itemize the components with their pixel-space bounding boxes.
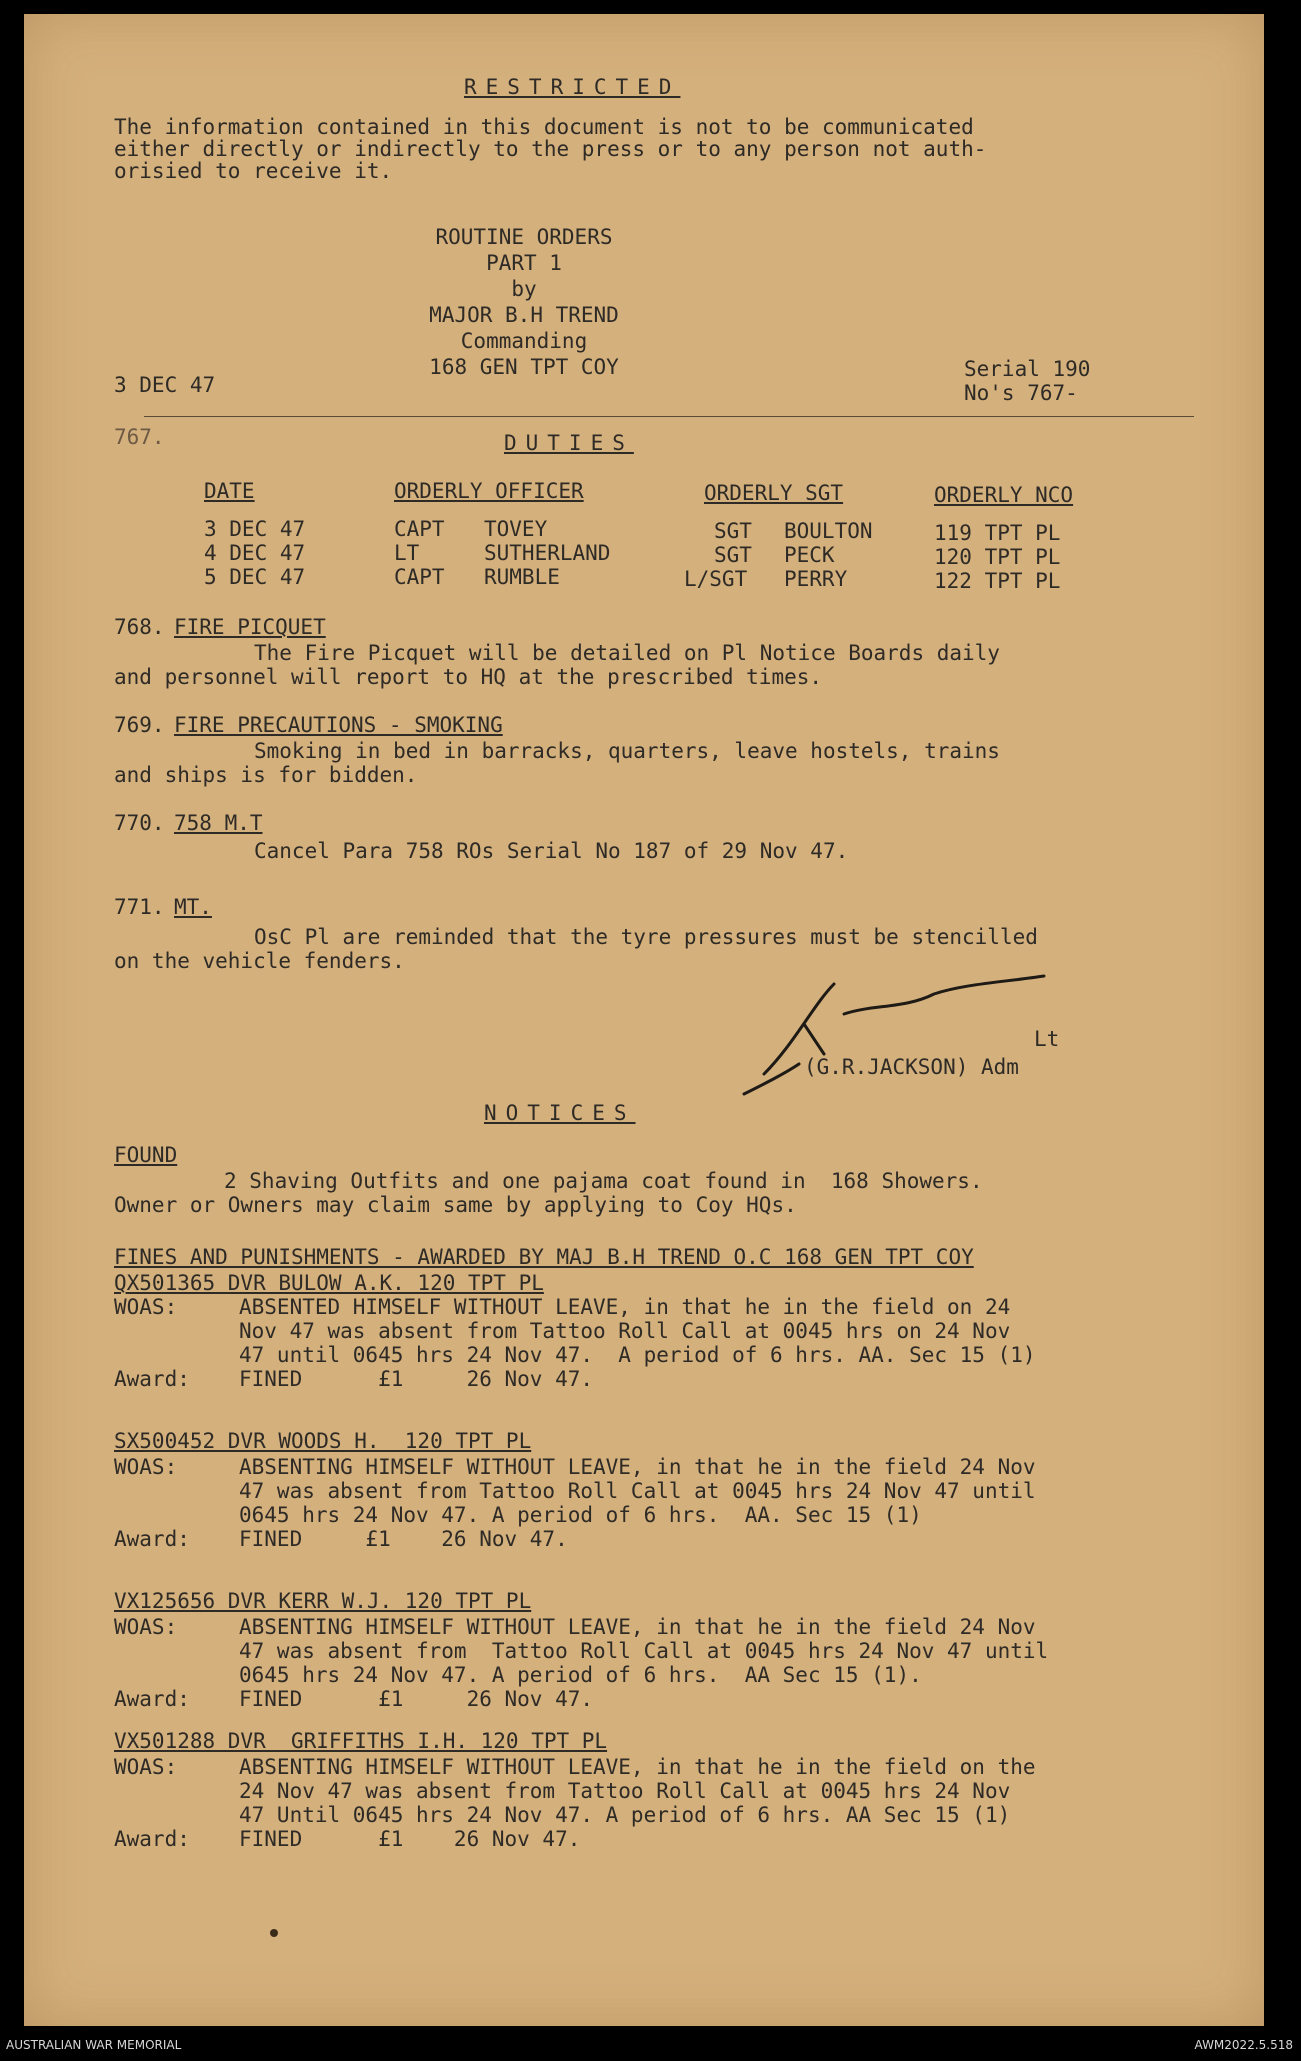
restricted-heading: RESTRICTED xyxy=(464,75,681,99)
case-id: VX501288 DVR GRIFFITHS I.H. 120 TPT PL xyxy=(114,1729,608,1753)
case-award: FINED £1 26 Nov 47. xyxy=(239,1687,594,1711)
col-orderly-nco: ORDERLY NCO xyxy=(934,483,1074,507)
case-woas-label: WOAS: xyxy=(114,1455,178,1479)
case-line: ABSENTING HIMSELF WITHOUT LEAVE, in that he in the field on the xyxy=(239,1755,1036,1779)
title-line: PART 1 xyxy=(486,251,562,275)
case-woas-label: WOAS: xyxy=(114,1755,178,1779)
sgt-rank: L/SGT xyxy=(684,567,748,591)
col-orderly-officer: ORDERLY OFFICER xyxy=(394,479,584,503)
case-line: 24 Nov 47 was absent from Tattoo Roll Call at 0045 hrs 24 Nov xyxy=(239,1779,1011,1803)
footer-institution: AUSTRALIAN WAR MEMORIAL xyxy=(6,2038,182,2052)
case-line: ABSENTED HIMSELF WITHOUT LEAVE, in that he in the field on 24 xyxy=(239,1295,1011,1319)
order-number: 770. xyxy=(114,811,165,835)
officer-rank: CAPT xyxy=(394,517,445,541)
found-line: 2 Shaving Outfits and one pajama coat found in 168 Showers. xyxy=(224,1169,983,1193)
case-line: ABSENTING HIMSELF WITHOUT LEAVE, in that he in the field 24 Nov xyxy=(239,1455,1036,1479)
col-orderly-sgt: ORDERLY SGT xyxy=(704,481,844,505)
order-numbers: No's 767- xyxy=(964,381,1078,405)
case-line: 47 was absent from Tattoo Roll Call at 0045 hrs 24 Nov 47 until xyxy=(239,1639,1049,1663)
title-line: MAJOR B.H TREND xyxy=(429,303,619,327)
sgt-name: PECK xyxy=(784,543,835,567)
case-award: FINED £1 26 Nov 47. xyxy=(239,1827,581,1851)
order-line: and personnel will report to HQ at the prescribed times. xyxy=(114,665,823,689)
order-line: The Fire Picquet will be detailed on Pl Notice Boards daily xyxy=(254,641,1000,665)
order-title: FIRE PICQUET xyxy=(174,615,326,639)
order-line: Cancel Para 758 ROs Serial No 187 of 29 Nov 47. xyxy=(254,839,849,863)
officer-name: TOVEY xyxy=(484,517,548,541)
serial-number: Serial 190 xyxy=(964,357,1091,381)
duty-date: 4 DEC 47 xyxy=(204,541,306,565)
warning-line-1: The information contained in this document is not to be communicated xyxy=(114,115,974,139)
case-line: ABSENTING HIMSELF WITHOUT LEAVE, in that he in the field 24 Nov xyxy=(239,1615,1036,1639)
case-line: 47 Until 0645 hrs 24 Nov 47. A period of 6 hrs. AA Sec 15 (1) xyxy=(239,1803,1011,1827)
case-award-label: Award: xyxy=(114,1827,190,1851)
title-line: Commanding xyxy=(460,329,588,353)
case-line: 0645 hrs 24 Nov 47. A period of 6 hrs. AA Sec 15 (1). xyxy=(239,1663,922,1687)
nco-platoon: 122 TPT PL xyxy=(934,569,1061,593)
officer-rank: LT xyxy=(394,541,420,565)
warning-line-2: either directly or indirectly to the press or to any person not auth- xyxy=(114,137,987,161)
case-woas-label: WOAS: xyxy=(114,1615,178,1639)
case-woas-label: WOAS: xyxy=(114,1295,178,1319)
order-line: OsC Pl are reminded that the tyre pressures must be stencilled xyxy=(254,925,1038,949)
title-line: ROUTINE ORDERS xyxy=(435,225,613,249)
order-title: FIRE PRECAUTIONS - SMOKING xyxy=(174,713,503,737)
case-line: 0645 hrs 24 Nov 47. A period of 6 hrs. AA. Sec 15 (1) xyxy=(239,1503,922,1527)
duties-number: 767. xyxy=(114,425,165,449)
nco-platoon: 120 TPT PL xyxy=(934,545,1061,569)
case-id: SX500452 DVR WOODS H. 120 TPT PL xyxy=(114,1429,532,1453)
order-number: 771. xyxy=(114,895,165,919)
nco-platoon: 119 TPT PL xyxy=(934,521,1061,545)
order-title: MT. xyxy=(174,895,212,919)
order-number: 768. xyxy=(114,615,165,639)
case-id: VX125656 DVR KERR W.J. 120 TPT PL xyxy=(114,1589,532,1613)
order-line: on the vehicle fenders. xyxy=(114,949,405,973)
officer-rank: CAPT xyxy=(394,565,445,589)
case-line: 47 until 0645 hrs 24 Nov 47. A period of 6 hrs. AA. Sec 15 (1) xyxy=(239,1343,1036,1367)
duties-heading: DUTIES xyxy=(504,431,634,455)
warning-line-3: orisied to receive it. xyxy=(114,159,393,183)
signature-rank: Lt xyxy=(1034,1027,1060,1051)
notices-heading: NOTICES xyxy=(484,1101,636,1125)
divider xyxy=(144,416,1194,417)
signature-scrawl xyxy=(704,964,1084,1114)
officer-name: RUMBLE xyxy=(484,565,560,589)
officer-name: SUTHERLAND xyxy=(484,541,611,565)
signature-name: (G.R.JACKSON) Adm xyxy=(804,1055,1019,1079)
duty-date: 5 DEC 47 xyxy=(204,565,306,589)
punch-hole xyxy=(270,1929,278,1937)
sgt-rank: SGT xyxy=(714,543,752,567)
found-line: Owner or Owners may claim same by applying to Coy HQs. xyxy=(114,1193,797,1217)
routine-orders-title xyxy=(374,224,674,380)
title-line: 168 GEN TPT COY xyxy=(429,355,619,379)
document-page xyxy=(24,14,1264,2026)
sgt-name: PERRY xyxy=(784,567,848,591)
case-id: QX501365 DVR BULOW A.K. 120 TPT PL xyxy=(114,1271,544,1295)
case-line: 47 was absent from Tattoo Roll Call at 0045 hrs 24 Nov 47 until xyxy=(239,1479,1036,1503)
footer-accession-number: AWM2022.5.518 xyxy=(1194,2038,1293,2052)
duty-date: 3 DEC 47 xyxy=(204,517,306,541)
archive-footer xyxy=(0,2026,1301,2061)
case-line: Nov 47 was absent from Tattoo Roll Call at 0045 hrs on 24 Nov xyxy=(239,1319,1011,1343)
order-title: 758 M.T xyxy=(174,811,263,835)
sgt-name: BOULTON xyxy=(784,519,873,543)
order-line: Smoking in bed in barracks, quarters, leave hostels, trains xyxy=(254,739,1000,763)
order-number: 769. xyxy=(114,713,165,737)
case-award-label: Award: xyxy=(114,1527,190,1551)
case-award: FINED £1 26 Nov 47. xyxy=(239,1527,568,1551)
title-line: by xyxy=(511,277,537,301)
order-line: and ships is for bidden. xyxy=(114,763,418,787)
found-title: FOUND xyxy=(114,1143,178,1167)
case-award-label: Award: xyxy=(114,1687,190,1711)
document-date: 3 DEC 47 xyxy=(114,373,216,397)
case-award-label: Award: xyxy=(114,1367,190,1391)
col-date: DATE xyxy=(204,479,255,503)
case-award: FINED £1 26 Nov 47. xyxy=(239,1367,594,1391)
fines-heading: FINES AND PUNISHMENTS - AWARDED BY MAJ B.H TREND O.C 168 GEN TPT COY xyxy=(114,1245,974,1269)
sgt-rank: SGT xyxy=(714,519,752,543)
